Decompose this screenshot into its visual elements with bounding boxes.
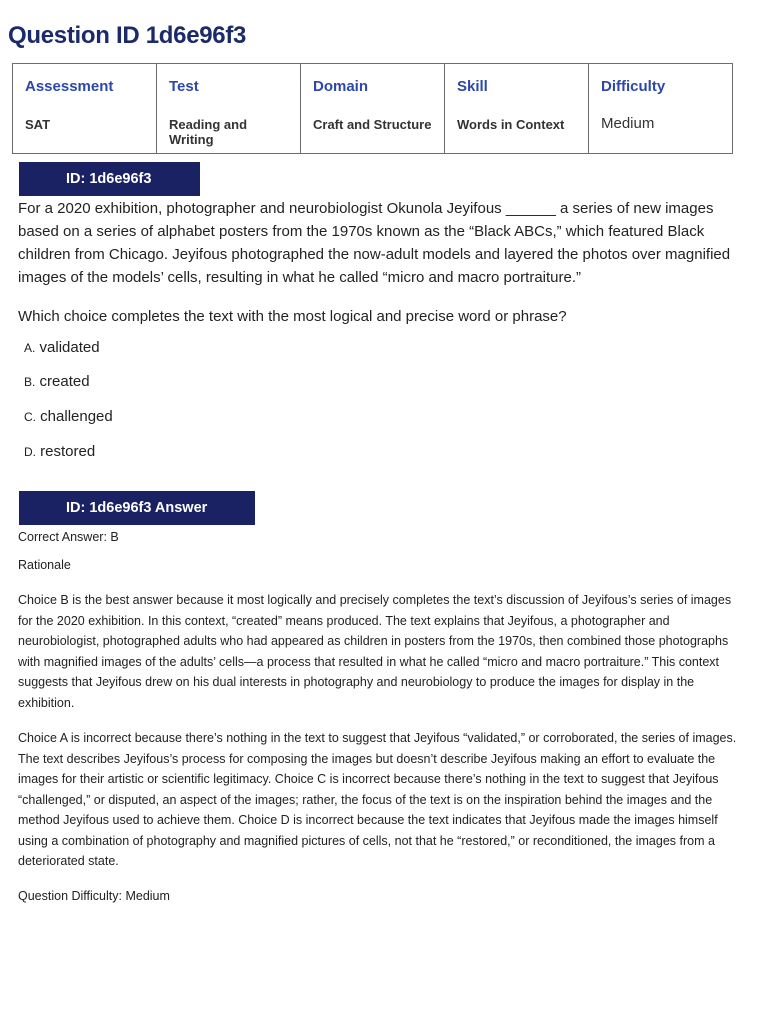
rationale-label: Rationale	[18, 558, 71, 572]
meta-header-skill: Skill	[457, 78, 488, 95]
choice-letter: C.	[24, 410, 36, 424]
meta-cell-domain	[301, 64, 445, 154]
answer-id-label: ID: 1d6e96f3 Answer	[66, 500, 208, 516]
rationale-paragraph-1: Choice B is the best answer because it most logically and precisely completes the text’s discussion of Jeyifous’s series of images for the 2020 exhibition. In this context, “created” means produced. The text explains that Jeyifous, a photographer and neurobiologist, photographed adults who had appeared as children in posters from the 1970s, then combined those photographs with magnified images of the adults’ cells—a process that resulted in what he called “micro and macro portraiture.” This context suggests that Jeyifous drew on his dual interests in photography and neurobiology to produce the images for display in the exhibition.	[18, 593, 732, 710]
meta-cell-test	[157, 64, 301, 154]
question-id-label: ID: 1d6e96f3	[66, 171, 152, 187]
choice-d[interactable]	[24, 442, 95, 462]
metadata-table	[12, 63, 733, 154]
question-id-bar	[19, 162, 200, 196]
meta-value-test: Reading and Writing	[169, 117, 248, 147]
correct-answer: Correct Answer: B	[18, 530, 119, 544]
choice-a[interactable]	[24, 338, 100, 358]
rationale-paragraph-2: Choice A is incorrect because there’s nothing in the text to suggest that Jeyifous “validated,” or corroborated, the series of images. The text describes Jeyifous’s process for composing the images but doesn’t describe Jeyifous making an effort to evaluate the images for their artistic or scientific legitimacy. Choice C is incorrect because there’s nothing in the text to suggest that Jeyifous “challenged,” or disputed, an aspect of the images; rather, the focus of the text is on the inspiration behind the images and the method Jeyifous used to achieve them. Choice D is incorrect because the text indicates that Jeyifous made the images himself using a combination of photography and magnified pictures of cells, not that he “restored,” or reconditioned, the images from a deteriorated state.	[18, 731, 737, 868]
choice-letter: D.	[24, 445, 36, 459]
choice-text: restored	[40, 443, 96, 460]
passage-text: For a 2020 exhibition, photographer and neurobiologist Okunola Jeyifous ______ a series of new images based on a series of alphabet posters from the 1970s known as the “Black ABCs,” which featured Black children from Chicago. Jeyifous photographed the now-adult models and layered the photos over magnified images of the models’ cells, resulting in what he called “micro and macro portraiture.”	[18, 200, 731, 286]
choice-c[interactable]	[24, 407, 113, 427]
meta-header-domain: Domain	[313, 78, 369, 95]
meta-cell-assessment	[13, 64, 157, 154]
meta-value-assessment: SAT	[25, 117, 51, 132]
difficulty-footer: Question Difficulty: Medium	[18, 889, 170, 903]
choice-text: created	[39, 373, 90, 390]
meta-header-test: Test	[169, 78, 199, 95]
meta-cell-difficulty	[589, 64, 733, 154]
meta-header-assessment: Assessment	[25, 78, 114, 95]
meta-value-difficulty: Medium	[601, 115, 655, 132]
meta-header-difficulty: Difficulty	[601, 78, 666, 95]
choice-text: validated	[39, 339, 100, 356]
question-prompt: Which choice completes the text with the most logical and precise word or phrase?	[18, 308, 567, 325]
choice-text: challenged	[40, 408, 113, 425]
meta-value-skill: Words in Context	[457, 117, 565, 132]
choice-letter: B.	[24, 375, 36, 389]
choice-b[interactable]	[24, 372, 90, 392]
choice-letter: A.	[24, 341, 36, 355]
answer-id-bar	[19, 491, 255, 525]
meta-value-domain: Craft and Structure	[313, 117, 432, 132]
meta-cell-skill	[445, 64, 589, 154]
page-title: Question ID 1d6e96f3	[8, 22, 247, 49]
